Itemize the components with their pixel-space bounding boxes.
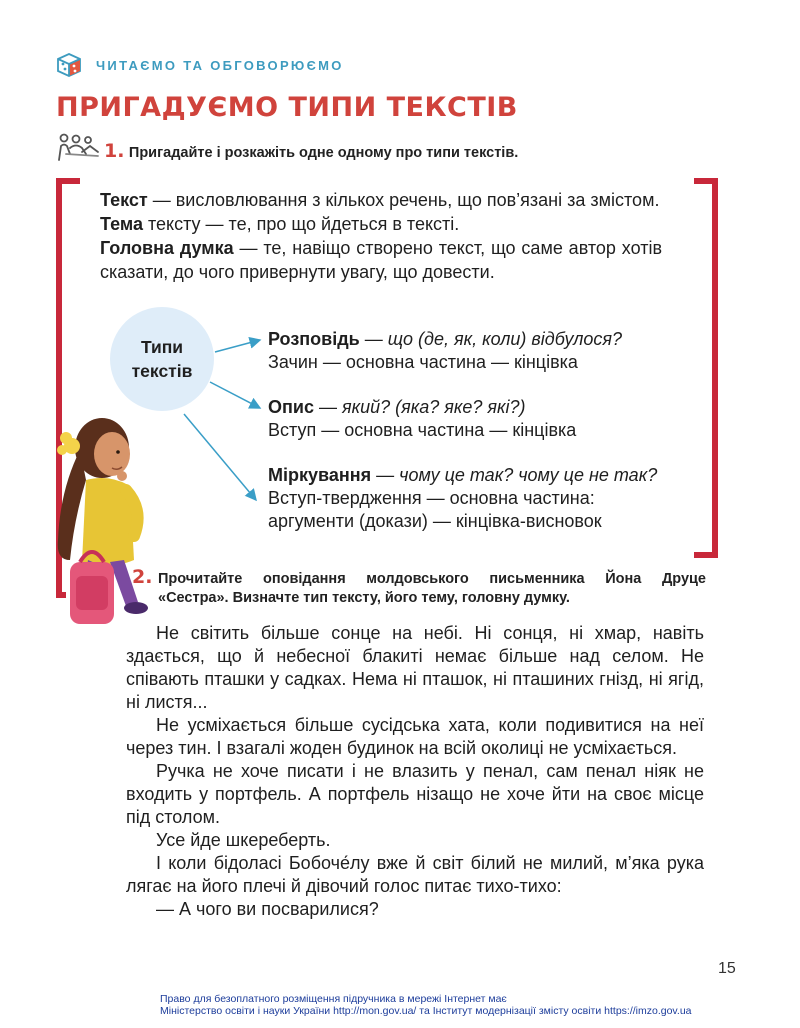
definition-main-idea — [100, 236, 662, 284]
type-dash: — — [359, 329, 388, 349]
type-narration — [268, 328, 622, 374]
footer — [160, 993, 692, 1017]
type-reasoning — [268, 464, 657, 533]
story-text — [126, 622, 704, 921]
definitions — [100, 188, 662, 284]
story-paragraph: Не усміхається більше сусідська хата, коли подивитися на неї через тин. І взагалі жоден будинок на всій околиці не усміхається. — [126, 715, 704, 758]
definition-text — [100, 188, 662, 212]
arrows — [180, 330, 280, 520]
story-paragraph: Ручка не хоче писати і не влазить у пенал, сам пенал ніяк не входить у портфель. А портфель нізащо не хоче йти на своє місце під столом. — [126, 761, 704, 827]
right-bracket — [690, 178, 720, 558]
definition-body: тексту — те, про що йдеться в тексті. — [142, 214, 460, 234]
cube-icon — [56, 52, 82, 78]
arrow-reasoning — [184, 414, 256, 500]
definition-term: Головна думка — [100, 238, 234, 258]
group-discussion-icon — [56, 132, 102, 162]
definition-term: Текст — [100, 190, 148, 210]
type-structure: Зачин — основна частина — кінцівка — [268, 352, 578, 372]
type-description — [268, 396, 576, 442]
story-paragraph: — А чого ви посварилися? — [156, 899, 379, 919]
task1-number: 1. — [104, 140, 125, 162]
story-paragraph: І коли бідоласі Бобоче́лу вже й світ білий не милий, м’яка рука лягає на його плечі й дівочий голос питає тихо-тихо: — [126, 853, 704, 896]
page-title: ПРИГАДУЄМО ТИПИ ТЕКСТІВ — [56, 92, 518, 123]
type-name: Розповідь — [268, 329, 360, 349]
definition-theme — [100, 212, 662, 236]
type-structure-continued: аргументи (докази) — кінцівка-висновок — [268, 511, 602, 531]
type-question: що (де, як, коли) відбулося? — [387, 329, 623, 349]
definition-term: Тема — [100, 214, 143, 234]
task2-number: 2. — [132, 566, 153, 588]
type-name: Опис — [268, 397, 314, 417]
girl-illustration — [40, 410, 152, 646]
story-paragraph: Не світить більше сонце на небі. Ні сонця, ні хмар, навіть здається, що й небесної блакиті немає більше над селом. Не співають пташки у садках. Нема ні пташок, ні пташиних гнізд, ні ягід, ні листя... — [126, 623, 704, 712]
arrow-description — [210, 382, 260, 408]
arrow-narration — [215, 340, 260, 352]
page-number: 15 — [718, 960, 736, 977]
type-question: чому це так? чому це не так? — [399, 465, 658, 485]
definition-body: — висловлювання з кількох речень, що пов’язані за змістом. — [147, 190, 660, 210]
type-name: Міркування — [268, 465, 372, 485]
type-dash: — — [313, 397, 342, 417]
type-question: який? (яка? яке? які?) — [341, 397, 526, 417]
circle-line2: текстів — [131, 361, 193, 381]
task2-line2: «Сестра». Визначте тип тексту, його тему, головну думку. — [158, 590, 570, 606]
task2-line1: Прочитайте оповідання молдовського письменника Йона Друце — [158, 571, 706, 587]
type-dash: — — [371, 465, 400, 485]
task2 — [132, 566, 706, 606]
footer-line2: Міністерство освіти і науки України http://mon.gov.ua/ та Інститут модернізації змісту освіти https://imzo.gov.ua — [160, 1005, 692, 1017]
type-structure: Вступ-твердження — основна частина: — [268, 488, 595, 508]
type-structure: Вступ — основна частина — кінцівка — [268, 420, 577, 440]
footer-line1: Право для безоплатного розміщення підручника в мережі Інтернет має — [160, 993, 507, 1005]
task1 — [104, 140, 518, 162]
section-label: ЧИТАЄМО ТА ОБГОВОРЮЄМО — [96, 58, 344, 73]
circle-line1: Типи — [140, 337, 184, 357]
task1-instruction: Пригадайте і розкажіть одне одному про типи текстів. — [128, 145, 519, 161]
story-paragraph: Усе йде шкереберть. — [156, 830, 331, 850]
definition-body: — те, навіщо створено текст, що саме автор хотів сказати, до чого привернути увагу, що довести. — [100, 238, 663, 282]
